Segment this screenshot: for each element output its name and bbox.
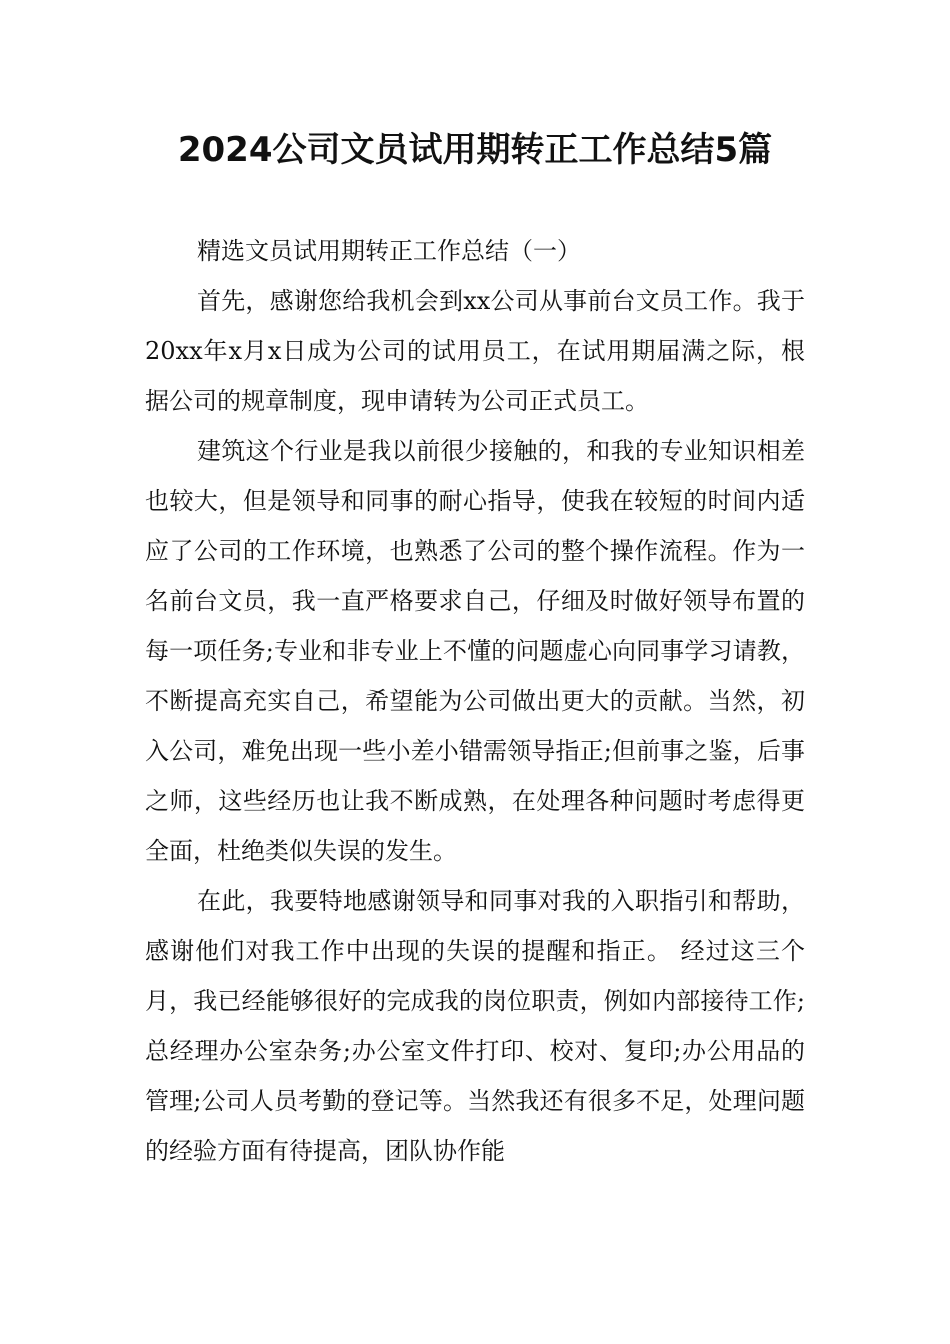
paragraph-experience: 建筑这个行业是我以前很少接触的，和我的专业知识相差也较大，但是领导和同事的耐心指导，使我在较短的时间内适应了公司的工作环境，也熟悉了公司的整个操作流程。作为一名前台文员，我一直严格要求自己，仔细及时做好领导布置的每一项任务;专业和非专业上不懂的问题虚心向同事学习请教，不断提高充实自己，希望能为公司做出更大的贡献。当然，初入公司，难免出现一些小差小错需领导指正;但前事之鉴，后事之师，这些经历也让我不断成熟，在处理各种问题时考虑得更全面，杜绝类似失误的发生。 xyxy=(145,437,805,865)
document-body xyxy=(145,226,805,1176)
section-heading: 精选文员试用期转正工作总结（一） xyxy=(197,237,581,265)
document-title: 2024公司文员试用期转正工作总结5篇 xyxy=(177,130,773,170)
paragraph-intro: 首先，感谢您给我机会到xx公司从事前台文员工作。我于20xx年x月x日成为公司的试用员工，在试用期届满之际，根据公司的规章制度，现申请转为公司正式员工。 xyxy=(145,287,805,415)
paragraph-thanks: 在此，我要特地感谢领导和同事对我的入职指引和帮助，感谢他们对我工作中出现的失误的提醒和指正。 经过这三个月，我已经能够很好的完成我的岗位职责，例如内部接待工作;总经理办公室杂务;办公室文件打印、校对、复印;办公用品的管理;公司人员考勤的登记等。当然我还有很多不足，处理问题的经验方面有待提高，团队协作能 xyxy=(145,887,805,1165)
